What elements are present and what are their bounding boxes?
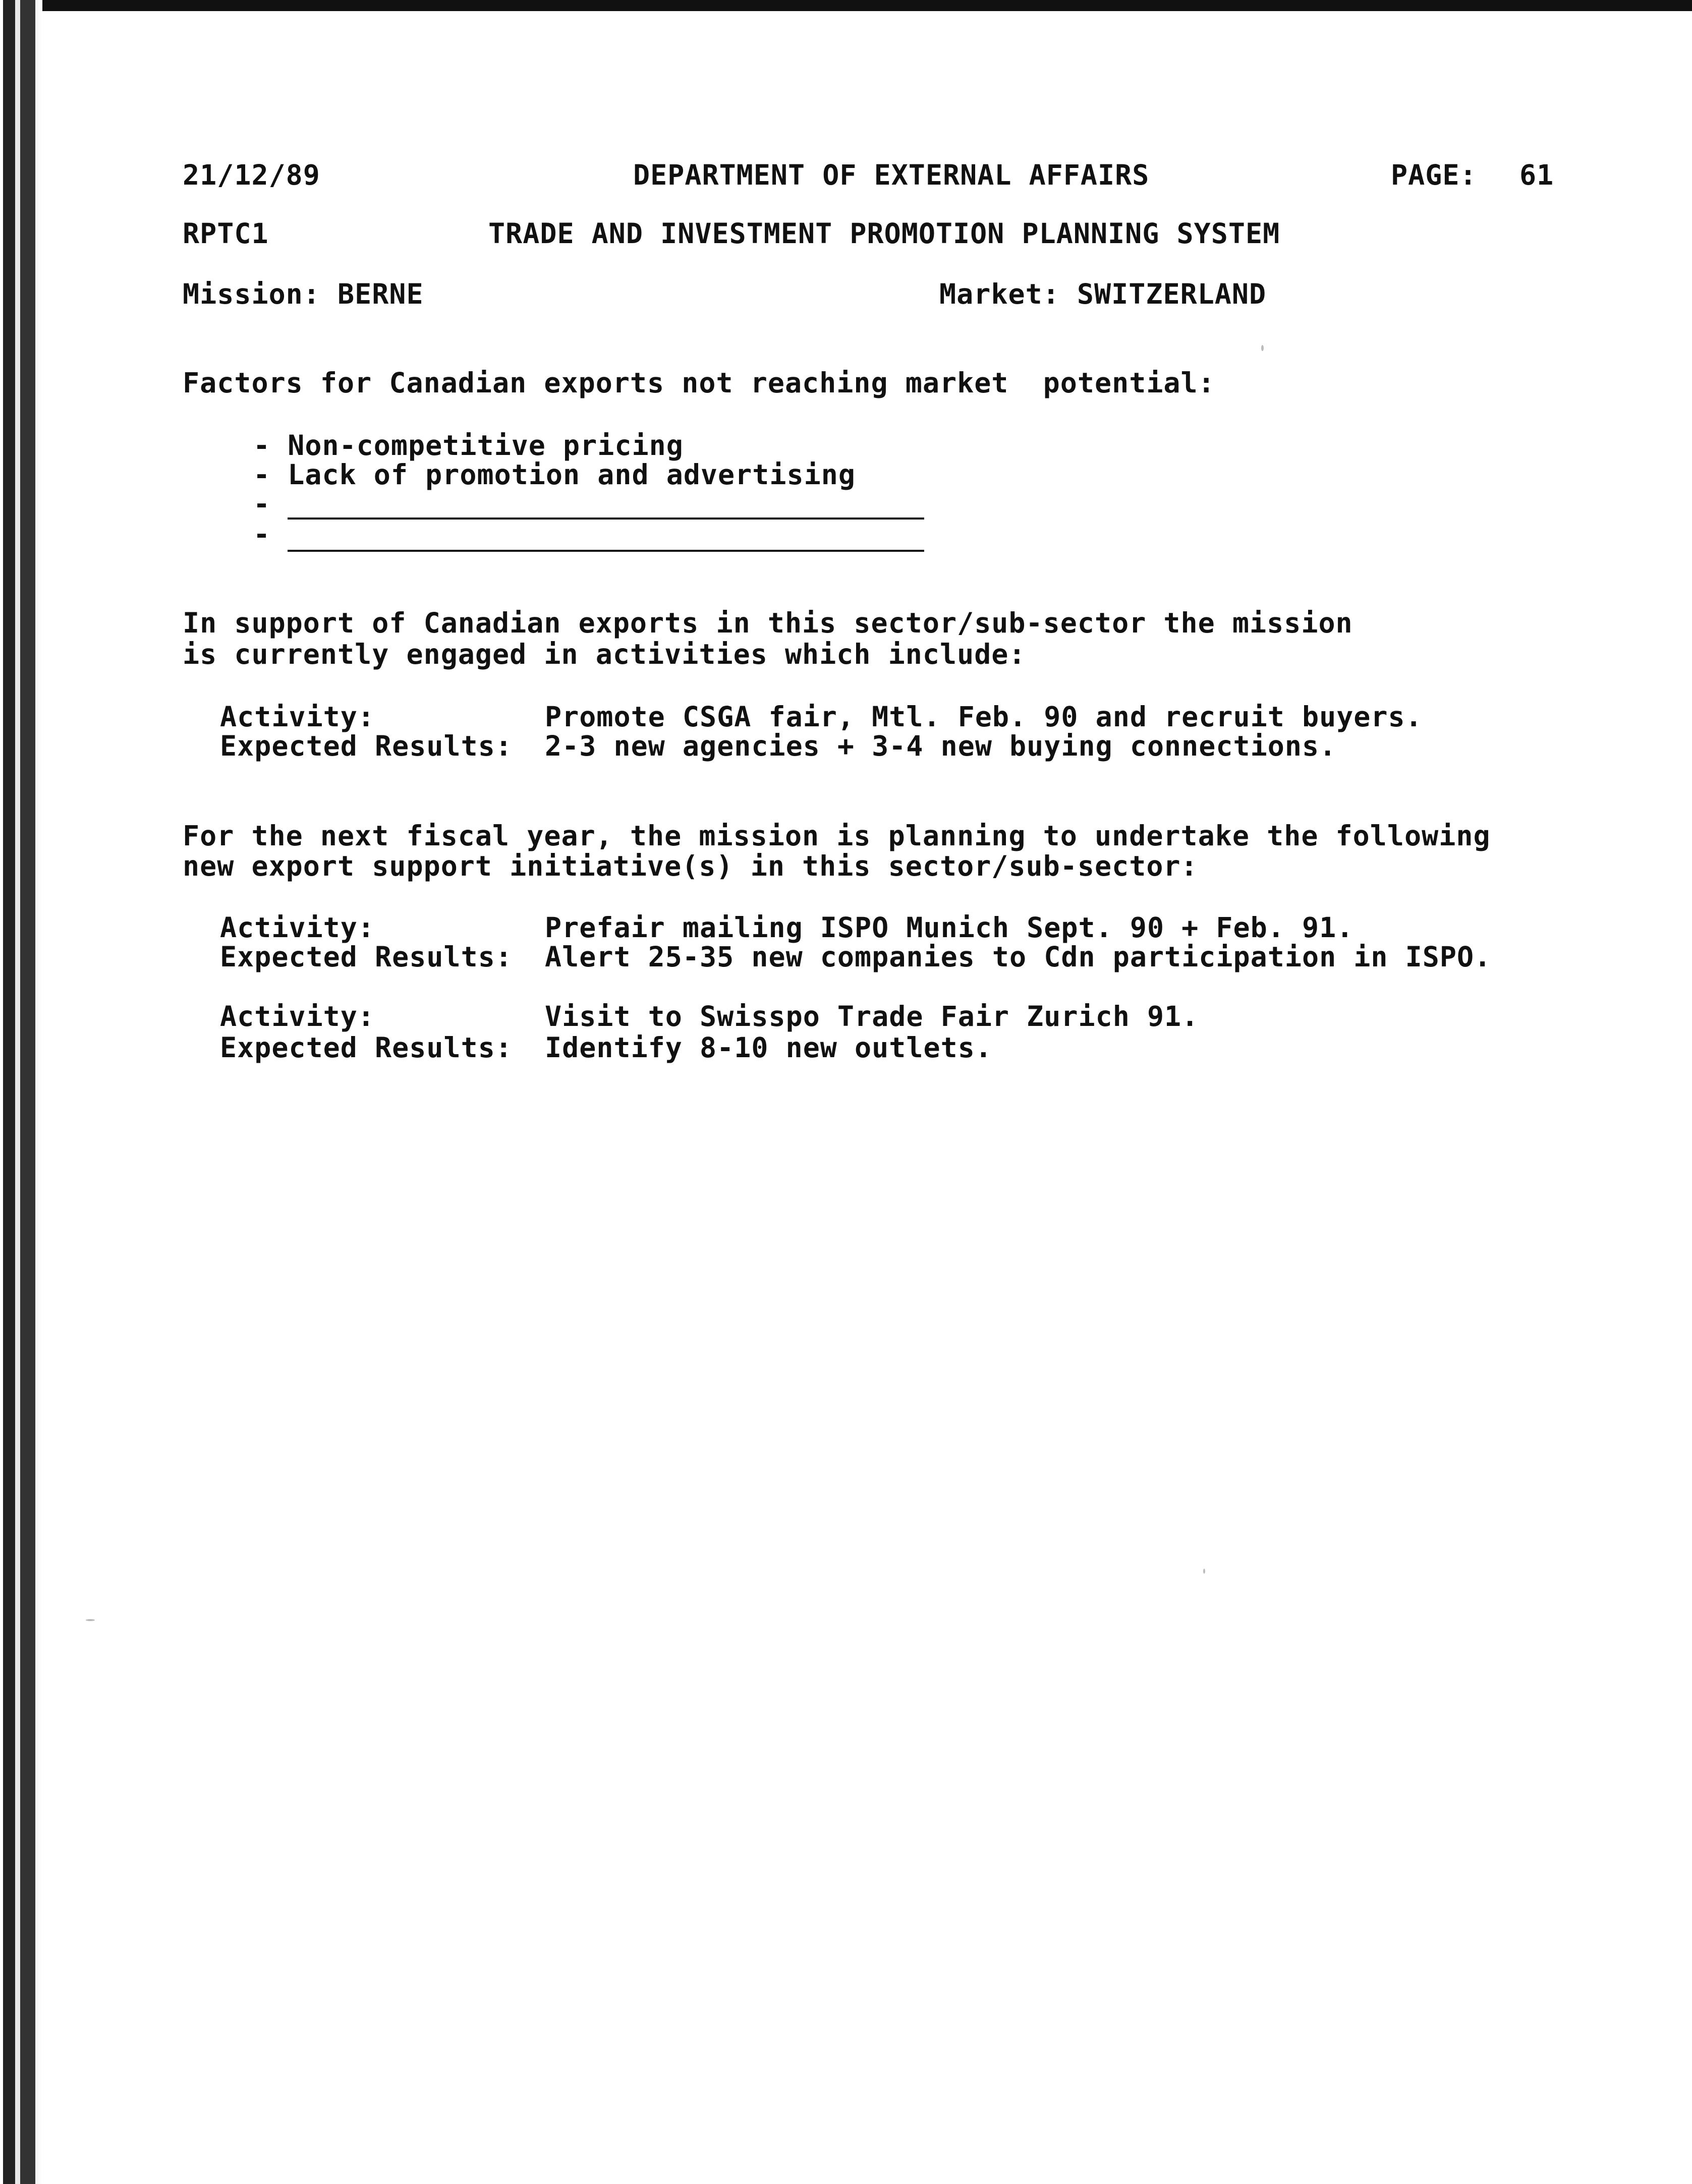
activity-label: Activity:	[220, 701, 375, 733]
scan-speck	[1261, 345, 1264, 351]
results-label: Expected Results:	[220, 1031, 513, 1064]
results-text: 2-3 new agencies + 3-4 new buying connections.	[545, 730, 1337, 762]
market-field: Market: SWITZERLAND	[939, 278, 1267, 310]
results-text: Identify 8-10 new outlets.	[545, 1031, 992, 1064]
blank-factor-line	[288, 550, 924, 552]
scan-speck	[1203, 1569, 1205, 1574]
results-label: Expected Results:	[220, 941, 513, 973]
current-intro: In support of Canadian exports in this sector/sub-sector the mission	[183, 607, 1353, 639]
page-number: 61	[1519, 159, 1554, 191]
activity-text: Promote CSGA fair, Mtl. Feb. 90 and recruit buyers.	[545, 701, 1423, 733]
current-intro: is currently engaged in activities which include:	[183, 638, 1026, 670]
report-date: 21/12/89	[183, 159, 320, 191]
system-title: TRADE AND INVESTMENT PROMOTION PLANNING SYSTEM	[488, 217, 1280, 250]
activity-text: Prefair mailing ISPO Munich Sept. 90 + Feb. 91.	[545, 911, 1354, 944]
blank-factor-line	[288, 518, 924, 520]
page-top-border	[0, 0, 1692, 11]
results-label: Expected Results:	[220, 730, 513, 762]
department-title: DEPARTMENT OF EXTERNAL AFFAIRS	[633, 159, 1150, 191]
results-text: Alert 25-35 new companies to Cdn participation in ISPO.	[545, 941, 1492, 973]
factor-item: - Lack of promotion and advertising	[253, 458, 856, 491]
activity-label: Activity:	[220, 911, 375, 944]
planned-intro: For the next fiscal year, the mission is planning to undertake the following	[183, 820, 1491, 852]
page-label: PAGE:	[1391, 159, 1477, 191]
page-left-border	[0, 0, 42, 2184]
blank-factor-dash: -	[253, 488, 271, 520]
activity-text: Visit to Swisspo Trade Fair Zurich 91.	[545, 1000, 1199, 1032]
activity-label: Activity:	[220, 1000, 375, 1032]
factor-item: - Non-competitive pricing	[253, 429, 684, 462]
blank-factor-dash: -	[253, 518, 271, 550]
planned-intro: new export support initiative(s) in this sector/sub-sector:	[183, 850, 1198, 882]
report-code: RPTC1	[183, 217, 269, 250]
scan-speck	[86, 1619, 95, 1621]
factors-heading: Factors for Canadian exports not reaching market potential:	[183, 367, 1215, 399]
mission-field: Mission: BERNE	[183, 278, 424, 310]
